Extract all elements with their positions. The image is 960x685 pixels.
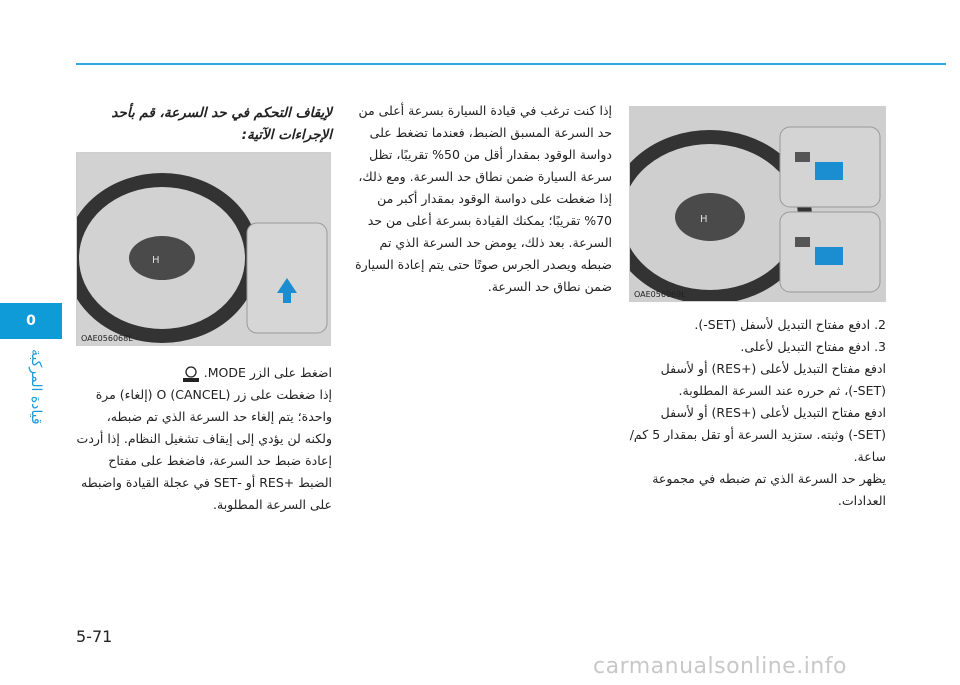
figure-steering-wheel-left [76,152,331,346]
page-number: 5-71 [76,627,113,646]
step-3-bullet-1: ادفع مفتاح التبديل لأعلى (+RES) أو لأسفل (SET-)، ثم حرره عند السرعة المطلوبة. [660,361,886,398]
chapter-title: قيادة المركبة [28,349,44,425]
bullet-cancel: إذا ضغطت على زر O (CANCEL) (إلغاء) مرة واحدة؛ يتم إلغاء حد السرعة الذي تم ضبطه، ولكنه لن يؤدي إلى إيقاف تشغيل النظام. إذا أردت إعادة ضبط حد السرعة، فاضغط على مفتاح الضبط +RES أو -SET في عجلة القيادة واضبطه على السرعة المطلوبة. [76,387,332,512]
svg-text:H: H [152,255,160,266]
steering-wheel-illustration [77,153,330,345]
step-3-note: يظهر حد السرعة الذي تم ضبطه في مجموعة العدادات. [652,471,886,508]
left-column [76,102,332,146]
chapter-number: 0 [26,313,36,329]
top-rule [76,63,946,65]
steering-wheel-illustration [630,107,885,301]
right-column [628,314,886,512]
step-2: 2. ادفع مفتاح التبديل لأسفل (SET-). [694,317,886,332]
bullet-mode-text: اضغط على الزر MODE. [203,365,332,380]
figure-steering-wheel-right [629,106,886,302]
speed-limit-paragraph: إذا كنت ترغب في قيادة السيارة بسرعة أعلى من حد السرعة المسبق الضبط، فعندما تضغط على دواسة الوقود بمقدار أقل من 50% تقريبًا، تظل سرعة السيارة ضمن نطاق حد السرعة. ومع ذلك، إذا ضغطت على دواسة الوقود بمقدار أكبر من 70% تقريبًا؛ يمكنك القيادة بسرعة أعلى من حد السرعة. بعد ذلك، يومض حد السرعة الذي تم ضبطه ويصدر الجرس صوتًا حتى يتم إعادة السيارة ضمن نطاق حد السرعة. [355,103,612,294]
mode-button-icon [182,366,200,382]
figure-label: OAE056068L [81,334,133,343]
figure-label: OAE056069L [634,290,686,299]
watermark: carmanualsonline.info [593,654,847,679]
step-3-bullet-2: ادفع مفتاح التبديل لأعلى (+RES) أو لأسفل (SET-) وثبته. ستزيد السرعة أو تقل بمقدار 5 كم/ساعة. [629,405,886,464]
svg-text:H: H [700,214,708,225]
bullet-mode [76,362,332,384]
left-column-bullets [76,362,332,516]
step-3: 3. ادفع مفتاح التبديل لأعلى. [740,339,886,354]
section-heading: لإيقاف التحكم في حد السرعة، قم بأحد الإجراءات الآتية: [111,105,332,143]
middle-column [350,100,612,298]
chapter-tab [0,303,62,339]
